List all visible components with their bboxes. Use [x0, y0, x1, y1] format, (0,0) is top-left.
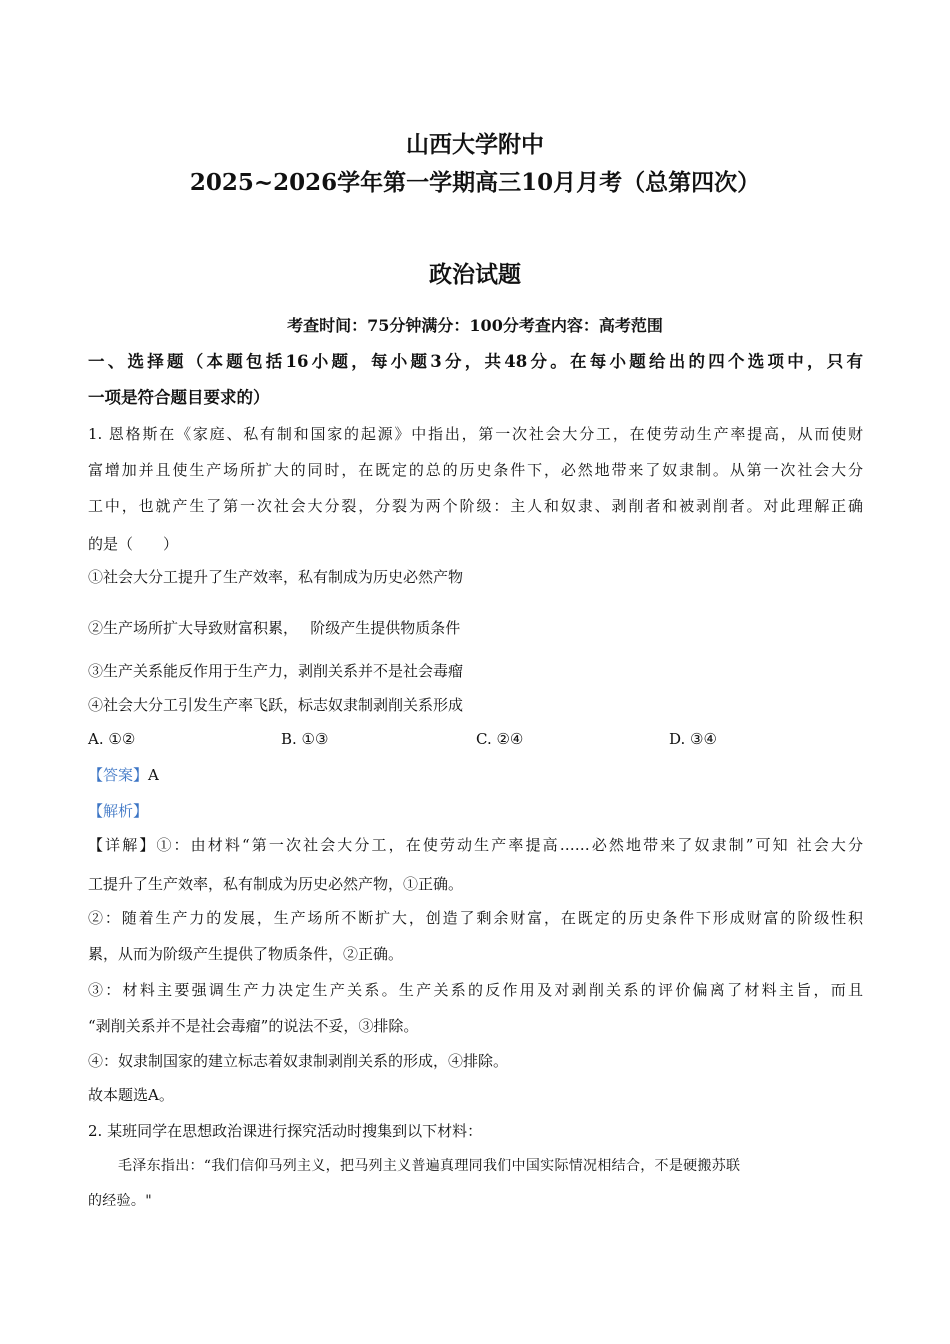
subject-title: 政治试题	[429, 261, 521, 288]
q1-item: ②生产场所扩大导致财富积累， 阶级产生提供物质条件	[88, 619, 461, 637]
q1-option-b: B. ①③	[281, 730, 329, 748]
q2-quote-line: 的经验。"	[88, 1193, 152, 1209]
q1-stem-line: 工中，也就产生了第一次社会大分裂，分裂为两个阶级：主人和奴隶、剥削者和被剥削者。对此理解正确	[88, 497, 863, 515]
answer-value: A	[148, 766, 159, 784]
q1-option-d: D. ③④	[669, 730, 717, 748]
q1-item: ④社会大分工引发生产率飞跃，标志奴隶制剥削关系形成	[88, 696, 464, 714]
answer-label: 【答案】	[88, 766, 149, 784]
q1-conclusion: 故本题选A。	[88, 1086, 174, 1104]
section-heading-line1: 一、选择题（本题包括16小题，每小题3分，共48分。在每小题给出的四个选项中，只有	[88, 352, 863, 371]
q1-stem-line: 1. 恩格斯在《家庭、私有制和国家的起源》中指出，第一次社会大分工，在使劳动生产率提高，从而使财	[88, 425, 863, 443]
q1-answer-line	[88, 764, 863, 785]
q1-item: ③生产关系能反作用于生产力，剥削关系并不是社会毒瘤	[88, 662, 464, 680]
q1-item: ①社会大分工提升了生产效率，私有制成为历史必然产物	[88, 568, 464, 586]
q1-stem-line: 富增加并且使生产场所扩大的同时，在既定的总的历史条件下，必然地带来了奴隶制。从第一次社会大分	[88, 461, 863, 479]
q1-detail-line: ④：奴隶制国家的建立标志着奴隶制剥削关系的形成，④排除。	[88, 1052, 509, 1070]
q1-detail-line	[88, 834, 863, 855]
q1-detail-line: “剥削关系并不是社会毒瘤”的说法不妥，③排除。	[88, 1017, 419, 1035]
q1-detail-line: ②：随着生产力的发展，生产场所不断扩大，创造了剩余财富，在既定的历史条件下形成财富的阶级性积	[88, 909, 863, 927]
detail-text: ①：由材料“第一次社会大分工，在使劳动生产率提高……必然地带来了奴隶制”可知 社会大分	[156, 836, 863, 854]
q1-detail-line: 累，从而为阶级产生提供了物质条件，②正确。	[88, 945, 404, 963]
school-title: 山西大学附中	[406, 131, 544, 158]
q1-option-a: A. ①②	[88, 730, 136, 748]
q2-stem: 2. 某班同学在思想政治课进行探究活动时搜集到以下材料：	[88, 1122, 483, 1140]
analysis-label: 【解析】	[88, 802, 149, 820]
section-heading-line2: 一项是符合题目要求的）	[88, 388, 270, 407]
q1-detail-line: ③：材料主要强调生产力决定生产关系。生产关系的反作用及对剥削关系的评价偏离了材料主旨，而且	[88, 981, 863, 999]
exam-title: 2025~2026学年第一学期高三10月月考（总第四次）	[189, 169, 761, 196]
detail-label: 【详解】	[88, 836, 157, 854]
q1-option-c: C. ②④	[476, 730, 524, 748]
exam-info: 考查时间：75分钟满分：100分考查内容：高考范围	[287, 316, 663, 335]
q1-stem-line: 的是（ ）	[88, 535, 179, 553]
q1-detail-line: 工提升了生产效率，私有制成为历史必然产物，①正确。	[88, 875, 464, 893]
q2-quote-line: 毛泽东指出：“我们信仰马列主义，把马列主义普遍真理同我们中国实际情况相结合，不是硬搬苏联	[118, 1158, 741, 1174]
